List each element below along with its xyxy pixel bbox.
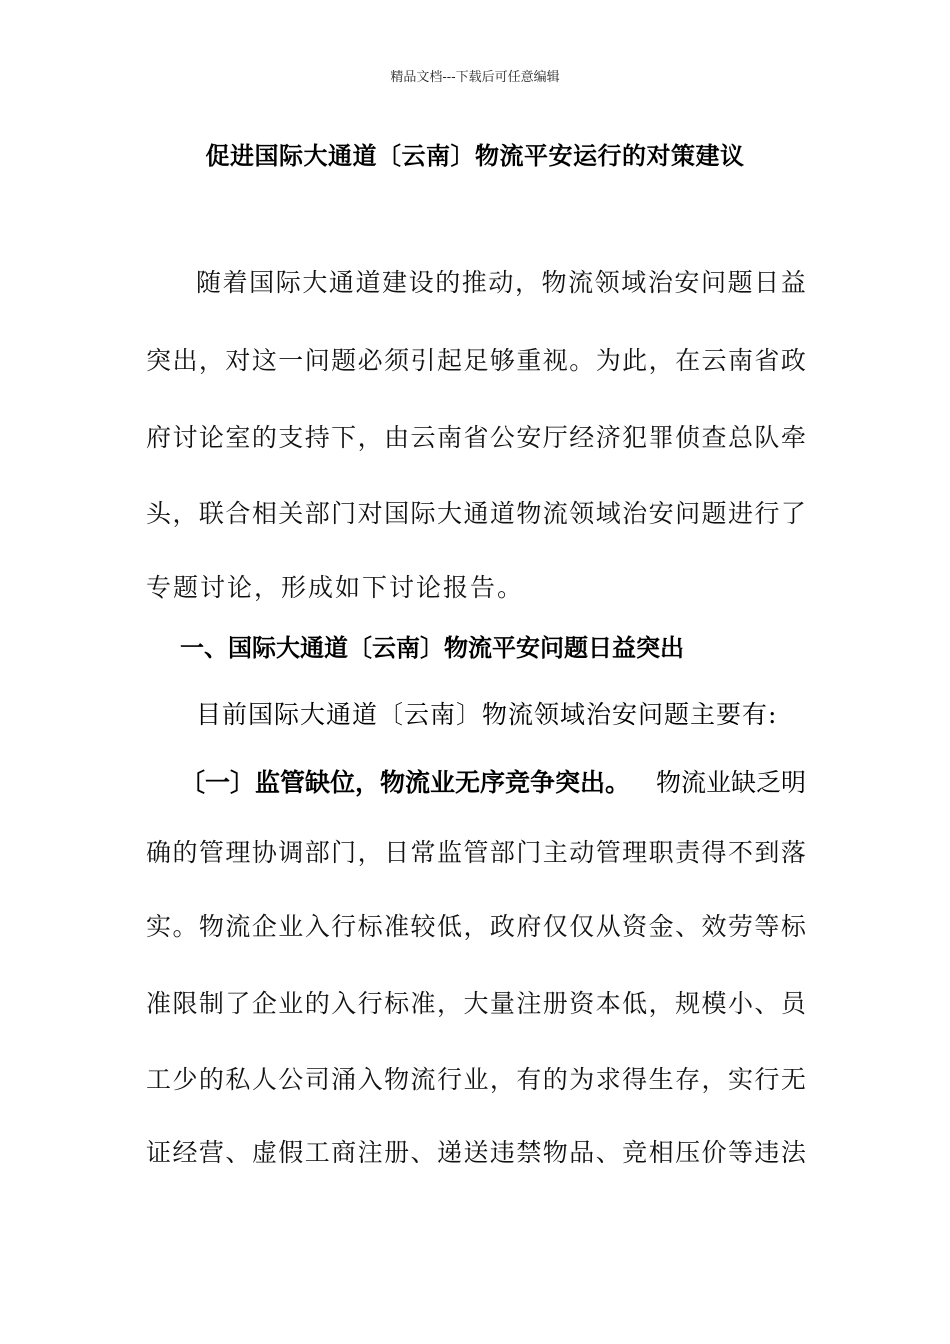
glyph: 南 — [436, 423, 462, 452]
glyph: 下 — [331, 423, 357, 452]
glyph: 域 — [621, 268, 647, 297]
glyph: ， — [648, 346, 674, 375]
glyph: ， — [514, 268, 540, 297]
glyph: 的 — [198, 1065, 224, 1094]
glyph: 资 — [569, 989, 595, 1018]
paragraph-line — [146, 907, 806, 943]
paragraph-line — [146, 568, 806, 604]
glyph: 竞 — [622, 1138, 648, 1167]
glyph: 管 — [595, 838, 621, 867]
glyph: 准 — [146, 989, 172, 1018]
glyph: 在 — [675, 346, 701, 375]
glyph: 须 — [384, 346, 410, 375]
glyph: 查 — [701, 423, 727, 452]
glyph: ， — [463, 912, 489, 941]
glyph: 大 — [436, 499, 462, 528]
glyph: 生 — [648, 1065, 674, 1094]
glyph: 由 — [384, 423, 410, 452]
document-title: 促进国际大通道〔云南〕物流平安运行的对策建议 — [205, 142, 745, 170]
glyph: 等 — [727, 1138, 753, 1167]
glyph: 仅 — [542, 912, 568, 941]
glyph: 济 — [595, 423, 621, 452]
glyph: 仅 — [569, 912, 595, 941]
glyph: 协 — [251, 838, 277, 867]
glyph: 为 — [569, 1065, 595, 1094]
glyph: 册 — [542, 989, 568, 1018]
glyph: 等 — [754, 912, 780, 941]
glyph: 安 — [648, 499, 674, 528]
glyph: 员 — [780, 989, 806, 1018]
glyph: 模 — [701, 989, 727, 1018]
glyph: 违 — [489, 1138, 515, 1167]
glyph: 相 — [251, 499, 277, 528]
glyph: 确 — [146, 838, 172, 867]
glyph: 重 — [516, 346, 542, 375]
item-heading-bold: 〔一〕监管缺位，物流业无序竞争突出。 — [180, 768, 631, 797]
item-first-line-rest: 物流业缺乏明 — [655, 768, 806, 797]
glyph: ， — [172, 499, 198, 528]
glyph: 司 — [304, 1065, 330, 1094]
glyph: 物 — [541, 268, 567, 297]
glyph: 行 — [754, 1065, 780, 1094]
glyph: 责 — [675, 838, 701, 867]
glyph: 相 — [648, 1138, 674, 1167]
glyph: 的 — [542, 1065, 568, 1094]
glyph: 的 — [304, 989, 330, 1018]
glyph: 流 — [568, 268, 594, 297]
glyph: 公 — [278, 1065, 304, 1094]
glyph: 省 — [754, 346, 780, 375]
glyph: 到 — [754, 838, 780, 867]
glyph: 题 — [727, 268, 753, 297]
glyph: 为 — [595, 346, 621, 375]
paragraph-line — [146, 1133, 806, 1169]
glyph: 存 — [675, 1065, 701, 1094]
glyph: 准 — [384, 912, 410, 941]
item-first-line — [180, 763, 806, 799]
glyph: 行 — [357, 989, 383, 1018]
glyph: 入 — [357, 1065, 383, 1094]
glyph: 经 — [569, 423, 595, 452]
glyph: 必 — [357, 346, 383, 375]
glyph: 动 — [569, 838, 595, 867]
glyph: 落 — [780, 838, 806, 867]
glyph: 得 — [701, 838, 727, 867]
glyph: 商 — [331, 1138, 357, 1167]
glyph: 规 — [675, 989, 701, 1018]
glyph: 法 — [780, 1138, 806, 1167]
glyph: 国 — [249, 268, 275, 297]
glyph: 量 — [489, 989, 515, 1018]
section-intro: 目前国际大通道〔云南〕物流领域治安问题主要有: — [196, 700, 778, 729]
glyph: 小 — [727, 989, 753, 1018]
glyph: 、 — [675, 912, 701, 941]
glyph: 送 — [463, 1138, 489, 1167]
glyph: 设 — [408, 268, 434, 297]
glyph: 流 — [410, 1065, 436, 1094]
glyph: 常 — [410, 838, 436, 867]
glyph: 行 — [331, 912, 357, 941]
glyph: 主 — [542, 838, 568, 867]
glyph: 际 — [275, 268, 301, 297]
glyph: 门 — [331, 499, 357, 528]
glyph: 得 — [622, 1065, 648, 1094]
paragraph-line — [146, 1060, 806, 1096]
glyph: 府 — [516, 912, 542, 941]
glyph: 无 — [780, 1065, 806, 1094]
glyph: 物 — [516, 499, 542, 528]
glyph: 企 — [251, 989, 277, 1018]
glyph: 的 — [172, 838, 198, 867]
glyph: 价 — [701, 1138, 727, 1167]
glyph: 标 — [780, 912, 806, 941]
glyph: 准 — [410, 989, 436, 1018]
glyph: 入 — [304, 912, 330, 941]
glyph: 金 — [648, 912, 674, 941]
glyph: 南 — [727, 346, 753, 375]
glyph: 室 — [225, 423, 251, 452]
glyph: 效 — [701, 912, 727, 941]
glyph: 突 — [146, 346, 172, 375]
glyph: 了 — [225, 989, 251, 1018]
section-heading: 一、国际大通道〔云南〕物流平安问题日益突出 — [180, 634, 684, 662]
glyph: 压 — [675, 1138, 701, 1167]
glyph: 业 — [278, 989, 304, 1018]
glyph: 治 — [647, 268, 673, 297]
glyph: 业 — [463, 1065, 489, 1094]
glyph: 营 — [198, 1138, 224, 1167]
glyph: 着 — [222, 268, 248, 297]
glyph: 题 — [701, 499, 727, 528]
glyph: 起 — [436, 346, 462, 375]
glyph: 支 — [278, 423, 304, 452]
glyph: 出 — [172, 346, 198, 375]
glyph: 问 — [304, 346, 330, 375]
glyph: 工 — [146, 1065, 172, 1094]
glyph: 了 — [780, 499, 806, 528]
glyph: 这 — [251, 346, 277, 375]
glyph: 劳 — [727, 912, 753, 941]
glyph: 假 — [278, 1138, 304, 1167]
glyph: 云 — [701, 346, 727, 375]
glyph: 、 — [410, 1138, 436, 1167]
glyph: 从 — [595, 912, 621, 941]
glyph: 省 — [463, 423, 489, 452]
glyph: 经 — [172, 1138, 198, 1167]
glyph: 视 — [542, 346, 568, 375]
glyph: 安 — [674, 268, 700, 297]
glyph: 益 — [780, 268, 806, 297]
glyph: 问 — [675, 499, 701, 528]
glyph: 牵 — [780, 423, 806, 452]
glyph: 对 — [225, 346, 251, 375]
glyph: 、 — [754, 989, 780, 1018]
glyph: 门 — [516, 838, 542, 867]
paragraph-line — [146, 984, 806, 1020]
glyph: 。 — [569, 346, 595, 375]
glyph: 工 — [304, 1138, 330, 1167]
glyph: 职 — [648, 838, 674, 867]
paragraph-line — [146, 418, 806, 454]
page-header: 精品文档---下载后可任意编辑 — [390, 70, 560, 85]
glyph: 实 — [727, 1065, 753, 1094]
glyph: 注 — [357, 1138, 383, 1167]
glyph: 。 — [172, 912, 198, 941]
glyph: 联 — [198, 499, 224, 528]
glyph: 违 — [754, 1138, 780, 1167]
glyph: 通 — [463, 499, 489, 528]
glyph: 大 — [302, 268, 328, 297]
glyph: 侦 — [675, 423, 701, 452]
glyph: 厅 — [542, 423, 568, 452]
glyph: 通 — [328, 268, 354, 297]
glyph: 问 — [700, 268, 726, 297]
glyph: 理 — [622, 838, 648, 867]
glyph: 管 — [463, 838, 489, 867]
glyph: 不 — [727, 838, 753, 867]
glyph: 队 — [754, 423, 780, 452]
glyph: 日 — [384, 838, 410, 867]
glyph: 、 — [595, 1138, 621, 1167]
glyph: 云 — [410, 423, 436, 452]
glyph: 动 — [488, 268, 514, 297]
glyph: 、 — [225, 1138, 251, 1167]
glyph: 虚 — [251, 1138, 277, 1167]
glyph: 行 — [436, 1065, 462, 1094]
glyph: 制 — [198, 989, 224, 1018]
glyph: 际 — [410, 499, 436, 528]
paragraph-line — [146, 494, 806, 530]
glyph: 少 — [172, 1065, 198, 1094]
glyph: 道 — [355, 268, 381, 297]
glyph: 企 — [251, 912, 277, 941]
glyph: 论 — [198, 423, 224, 452]
glyph: ， — [436, 989, 462, 1018]
glyph: 求 — [595, 1065, 621, 1094]
glyph: 理 — [225, 838, 251, 867]
glyph: 总 — [727, 423, 753, 452]
glyph: 有 — [516, 1065, 542, 1094]
glyph: 的 — [435, 268, 461, 297]
glyph: 合 — [225, 499, 251, 528]
glyph: 对 — [357, 499, 383, 528]
glyph: 入 — [331, 989, 357, 1018]
paragraph-line — [146, 833, 806, 869]
glyph: 域 — [595, 499, 621, 528]
glyph: 证 — [146, 1138, 172, 1167]
glyph: 治 — [622, 499, 648, 528]
glyph: 大 — [463, 989, 489, 1018]
glyph: 门 — [331, 838, 357, 867]
glyph: 国 — [384, 499, 410, 528]
glyph: 建 — [382, 268, 408, 297]
glyph: 持 — [304, 423, 330, 452]
glyph: 一 — [278, 346, 304, 375]
glyph: 实 — [146, 912, 172, 941]
glyph: ， — [701, 1065, 727, 1094]
glyph: 的 — [251, 423, 277, 452]
glyph: 标 — [384, 989, 410, 1018]
paragraph-line-text: 专题讨论，形成如下讨论报告。 — [146, 573, 525, 602]
glyph: 业 — [278, 912, 304, 941]
glyph: 题 — [331, 346, 357, 375]
glyph: ， — [489, 1065, 515, 1094]
glyph: ， — [198, 346, 224, 375]
glyph: 流 — [542, 499, 568, 528]
glyph: 人 — [251, 1065, 277, 1094]
glyph: 递 — [436, 1138, 462, 1167]
glyph: 较 — [410, 912, 436, 941]
glyph: 注 — [516, 989, 542, 1018]
paragraph-line — [146, 341, 806, 377]
glyph: 公 — [489, 423, 515, 452]
glyph: 涌 — [331, 1065, 357, 1094]
glyph: 领 — [569, 499, 595, 528]
glyph: ， — [357, 423, 383, 452]
glyph: 进 — [727, 499, 753, 528]
glyph: 日 — [754, 268, 780, 297]
glyph: 标 — [357, 912, 383, 941]
glyph: 行 — [754, 499, 780, 528]
glyph: 部 — [304, 499, 330, 528]
glyph: 资 — [622, 912, 648, 941]
glyph: 此 — [622, 346, 648, 375]
glyph: 府 — [146, 423, 172, 452]
glyph: 物 — [384, 1065, 410, 1094]
glyph: 限 — [172, 989, 198, 1018]
paragraph-line — [196, 263, 806, 299]
glyph: 部 — [489, 838, 515, 867]
glyph: 够 — [489, 346, 515, 375]
glyph: 道 — [489, 499, 515, 528]
glyph: 册 — [384, 1138, 410, 1167]
glyph: 政 — [489, 912, 515, 941]
glyph: 禁 — [516, 1138, 542, 1167]
glyph: 本 — [595, 989, 621, 1018]
glyph: 讨 — [172, 423, 198, 452]
glyph: 流 — [225, 912, 251, 941]
glyph: 引 — [410, 346, 436, 375]
glyph: 品 — [569, 1138, 595, 1167]
glyph: 随 — [196, 268, 222, 297]
glyph: 低 — [622, 989, 648, 1018]
glyph: 私 — [225, 1065, 251, 1094]
glyph: 安 — [516, 423, 542, 452]
glyph: 推 — [461, 268, 487, 297]
glyph: 足 — [463, 346, 489, 375]
glyph: 领 — [594, 268, 620, 297]
glyph: 物 — [198, 912, 224, 941]
glyph: 关 — [278, 499, 304, 528]
glyph: 犯 — [622, 423, 648, 452]
glyph: 低 — [436, 912, 462, 941]
glyph: ， — [357, 838, 383, 867]
glyph: 罪 — [648, 423, 674, 452]
glyph: 管 — [198, 838, 224, 867]
glyph: ， — [648, 989, 674, 1018]
glyph: 监 — [436, 838, 462, 867]
glyph: 头 — [146, 499, 172, 528]
glyph: 物 — [542, 1138, 568, 1167]
glyph: 调 — [278, 838, 304, 867]
glyph: 政 — [780, 346, 806, 375]
glyph: 部 — [304, 838, 330, 867]
